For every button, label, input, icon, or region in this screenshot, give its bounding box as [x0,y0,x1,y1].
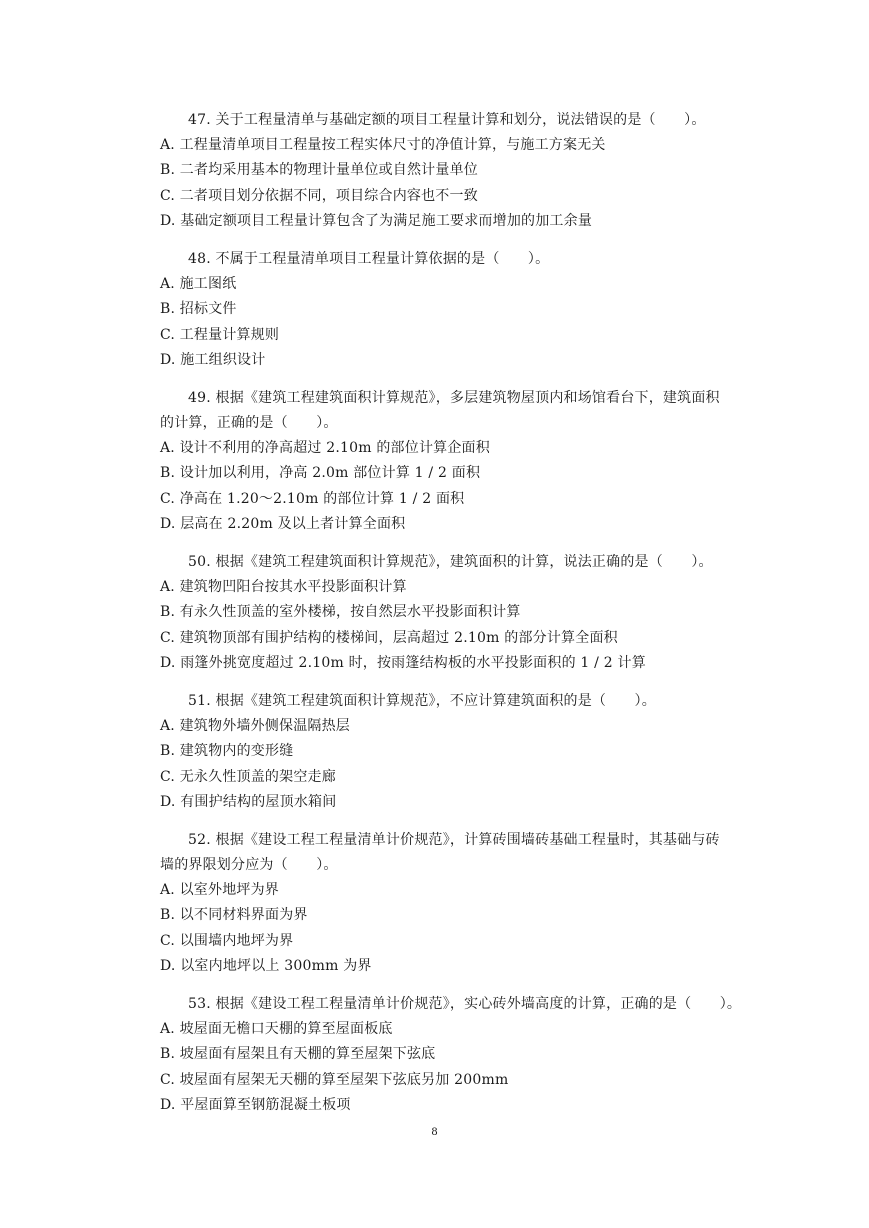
option-a: A. 设计不利用的净高超过 2.10m 的部位计算企面积 [160,440,490,457]
question-stem: 49. 根据《建筑工程建筑面积计算规范》，多层建筑物屋顶内和场馆看台下，建筑面积 [188,389,720,406]
option-b: B. 建筑物内的变形缝 [160,743,294,760]
question-stem-continuation: 墙的界限划分应为（ ）。 [160,857,338,874]
option-c: C. 净高在 1.20～2.10m 的部位计算 1 / 2 面积 [160,490,465,507]
option-c: C. 以围墙内地坪为界 [160,932,294,949]
question-stem-continuation: 的计算，正确的是（ ）。 [160,415,338,432]
option-d: D. 施工组织设计 [160,351,266,368]
question-stem: 50. 根据《建筑工程建筑面积计算规范》，建筑面积的计算，说法正确的是（ ）。 [188,554,713,570]
option-b: B. 以不同材料界面为界 [160,907,308,924]
question-stem: 51. 根据《建筑工程建筑面积计算规范》，不应计算建筑面积的是（ ）。 [188,692,656,709]
question-stem: 53. 根据《建设工程工程量清单计价规范》，实心砖外墙高度的计算，正确的是（ ）。 [188,996,742,1012]
question-50 [160,550,720,676]
question-list [160,108,742,1131]
option-d: D. 基础定额项目工程量计算包含了为满足施工要求而增加的加工余量 [160,212,593,229]
question-47 [160,108,720,234]
question-49 [160,386,720,537]
option-c: C. 二者项目划分依据不同，项目综合内容也不一致 [160,187,478,204]
option-d: D. 层高在 2.20m 及以上者计算全面积 [160,515,406,532]
option-c: C. 无永久性顶盖的架空走廊 [160,768,336,785]
option-b: B. 有永久性顶盖的室外楼梯，按自然层水平投影面积计算 [160,604,521,621]
option-b: B. 坡屋面有屋架且有天棚的算至屋架下弦底 [160,1046,436,1063]
option-a: A. 坡屋面无檐口天棚的算至屋面板底 [160,1021,393,1038]
option-b: B. 设计加以利用，净高 2.0m 部位计算 1 / 2 面积 [160,465,481,482]
page-number: 8 [431,1124,438,1138]
option-c: C. 建筑物顶部有围护结构的楼梯间，层高超过 2.10m 的部分计算全面积 [160,629,618,646]
question-stem: 48. 不属于工程量清单项目工程量计算依据的是（ ）。 [188,250,550,267]
option-c: C. 工程量计算规则 [160,326,280,343]
option-d: D. 有围护结构的屋顶水箱间 [160,793,337,810]
option-d: D. 以室内地坪以上 300mm 为界 [160,957,372,974]
option-d: D. 雨篷外挑宽度超过 2.10m 时，按雨篷结构板的水平投影面积的 1 / 2 计算 [160,654,646,671]
question-stem: 52. 根据《建设工程工程量清单计价规范》，计算砖围墙砖基础工程量时，其基础与砖 [188,831,720,848]
question-53 [160,992,742,1118]
question-51 [160,689,720,815]
option-d: D. 平屋面算至钢筋混凝土板项 [160,1096,351,1113]
question-48 [160,247,720,373]
question-stem: 47. 关于工程量清单与基础定额的项目工程量计算和划分，说法错误的是（ ）。 [188,112,706,128]
option-a: A. 工程量清单项目工程量按工程实体尺寸的净值计算，与施工方案无关 [160,137,606,154]
option-a: A. 建筑物凹阳台按其水平投影面积计算 [160,579,407,596]
option-a: A. 以室外地坪为界 [160,882,280,899]
option-a: A. 建筑物外墙外侧保温隔热层 [160,718,351,735]
option-c: C. 坡屋面有屋架无天棚的算至屋架下弦底另加 200mm [160,1071,509,1088]
option-a: A. 施工图纸 [160,276,237,293]
question-52 [160,828,720,979]
option-b: B. 二者均采用基本的物理计量单位或自然计量单位 [160,162,478,179]
option-b: B. 招标文件 [160,301,237,318]
